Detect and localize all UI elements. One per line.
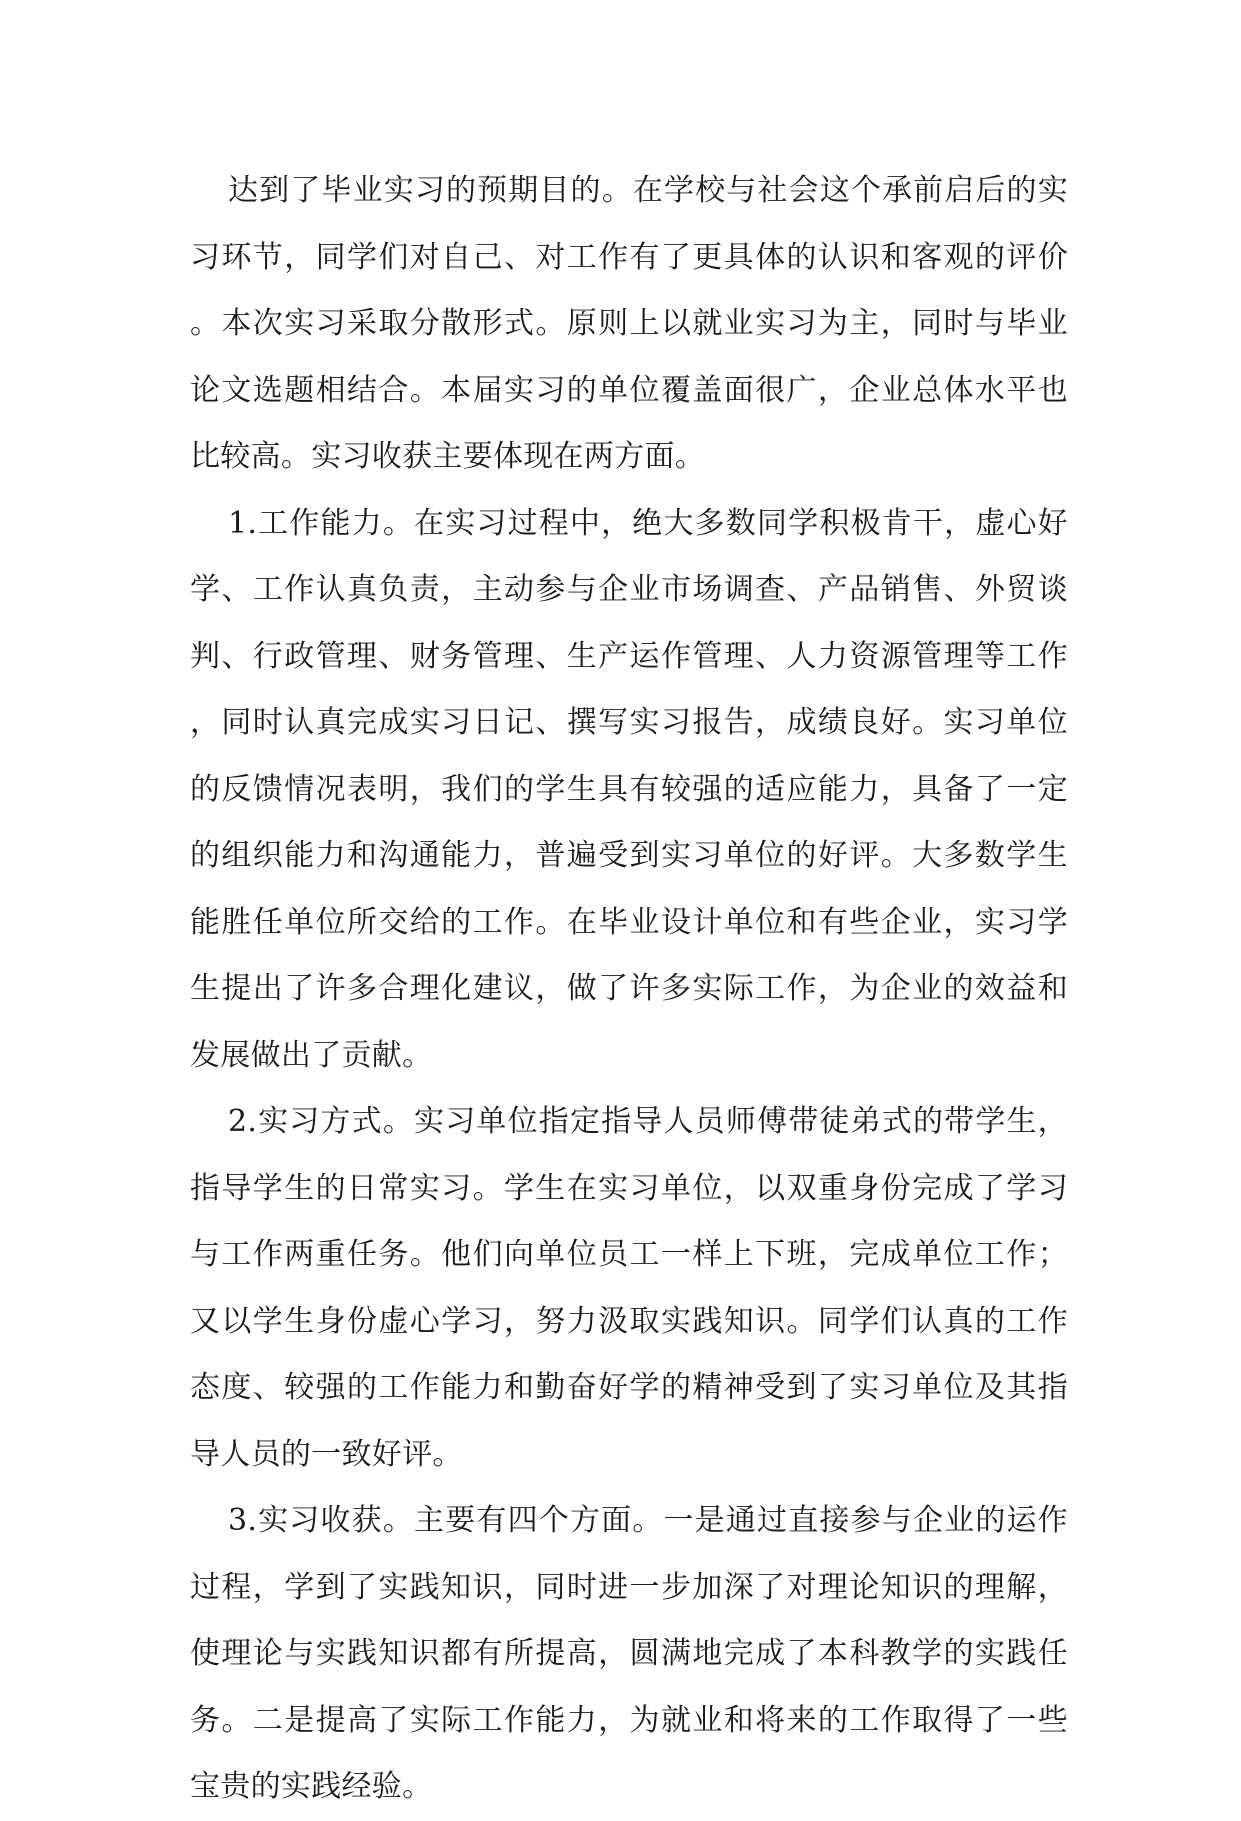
paragraph-text: 工作能力。在实习过程中，绝大多数同学积极肯干，虚心好学、工作认真负责，主动参与企业市场调查、产品销售、外贸谈判、行政管理、财务管理、生产运作管理、人力资源管理等工作，同时认真完成实习日记、撰写实习报告，成绩良好。实习单位的反馈情况表明，我们的学生具有较强的适应能力，具备了一定的组织能力和沟通能力，普遍受到实习单位的好评。大多数学生能胜任单位所交给的工作。在毕业设计单位和有些企业，实习学生提出了许多合理化建议，做了许多实际工作，为企业的效益和发展做出了贡献。	[190, 505, 1068, 1073]
paragraph-text: 实习收获。主要有四个方面。一是通过直接参与企业的运作过程，学到了实践知识，同时进一步加深了对理论知识的理解，使理论与实践知识都有所提高，圆满地完成了本科教学的实践任务。二是提高了实际工作能力，为就业和将来的工作取得了一些宝贵的实践经验。	[190, 1503, 1068, 1804]
document-body	[190, 158, 1068, 1821]
paragraph-internship-gains	[190, 1488, 1068, 1821]
paragraph-intro	[190, 158, 1068, 491]
paragraph-number: 1.	[228, 505, 258, 541]
paragraph-internship-method	[190, 1089, 1068, 1488]
paragraph-work-ability	[190, 491, 1068, 1090]
paragraph-number: 3.	[228, 1503, 258, 1538]
paragraph-text: 实习方式。实习单位指定指导人员师傅带徒弟式的带学生，指导学生的日常实习。学生在实习单位，以双重身份完成了学习与工作两重任务。他们向单位员工一样上下班，完成单位工作；又以学生身份虚心学习，努力汲取实践知识。同学们认真的工作态度、较强的工作能力和勤奋好学的精神受到了实习单位及其指导人员的一致好评。	[190, 1104, 1068, 1472]
paragraph-text: 达到了毕业实习的预期目的。在学校与社会这个承前启后的实习环节，同学们对自己、对工作有了更具体的认识和客观的评价。本次实习采取分散形式。原则上以就业实习为主，同时与毕业论文选题相结合。本届实习的单位覆盖面很广，企业总体水平也比较高。实习收获主要体现在两方面。	[190, 173, 1068, 474]
paragraph-number: 2.	[228, 1104, 258, 1139]
